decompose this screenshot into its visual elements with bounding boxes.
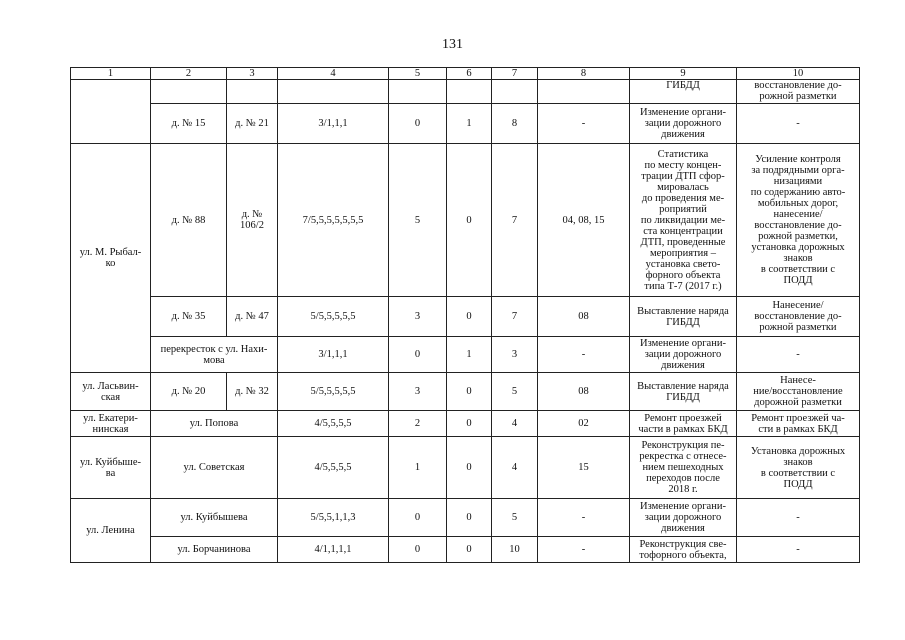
cell [389,80,447,104]
header-cell: 6 [447,68,492,80]
cell: 3/1,1,1 [278,337,389,373]
proposals-cell: - [737,337,860,373]
measures-cell: Изменение органи- зации дорожного движения [630,499,737,537]
cell: 5 [492,499,538,537]
proposals-cell: восстановление до- рожной разметки [737,80,860,104]
measures-cell: Реконструкция све- тофорного объекта, [630,537,737,563]
cell: 4/5,5,5,5 [278,411,389,437]
page-number: 131 [442,37,463,52]
cell: 0 [447,537,492,563]
header-cell: 9 [630,68,737,80]
cell: 5 [389,144,447,297]
cell: 0 [447,437,492,499]
cell: 5/5,5,5,5,5 [278,373,389,411]
cell: 7/5,5,5,5,5,5,5 [278,144,389,297]
cell: - [538,537,630,563]
to-cell: д. № 21 [227,104,278,144]
from-cell: ул. Попова [151,411,278,437]
proposals-cell: - [737,537,860,563]
cell [492,80,538,104]
cell: 1 [389,437,447,499]
measures-cell: Реконструкция пе- рекрестка с отнесе- нием пешеходных переходов после 2018 г. [630,437,737,499]
cell: 8 [492,104,538,144]
to-cell: д. № 47 [227,297,278,337]
cell: 2 [389,411,447,437]
from-cell: ул. Борчанинова [151,537,278,563]
cell: 7 [492,297,538,337]
table-row [71,373,860,411]
table-row [71,297,860,337]
cell: 5 [492,373,538,411]
measures-cell: Выставление наряда ГИБДД [630,373,737,411]
proposals-cell: - [737,499,860,537]
measures-cell: Выставление наряда ГИБДД [630,297,737,337]
cell: 0 [447,411,492,437]
table-row [71,499,860,537]
cell: 0 [389,537,447,563]
from-cell: ул. Куйбышева [151,499,278,537]
measures-cell: ГИБДД [630,80,737,104]
from-cell: д. № 35 [151,297,227,337]
table-row [71,337,860,373]
cell: 0 [447,144,492,297]
cell: 4/5,5,5,5 [278,437,389,499]
cell: 0 [389,104,447,144]
cell: 3 [389,297,447,337]
proposals-cell: Ремонт проезжей ча- сти в рамках БКД [737,411,860,437]
cell [151,80,227,104]
cell: - [538,104,630,144]
cell [227,80,278,104]
cell: 5/5,5,1,1,3 [278,499,389,537]
from-cell: перекресток с ул. Нахи- мова [151,337,278,373]
street-cell: ул. Екатери- нинская [71,411,151,437]
cell: 0 [447,499,492,537]
cell [447,80,492,104]
street-cell: ул. Ласьвин- ская [71,373,151,411]
header-cell: 8 [538,68,630,80]
from-cell: ул. Советская [151,437,278,499]
cell [538,80,630,104]
proposals-cell: - [737,104,860,144]
cell: 15 [538,437,630,499]
header-row [71,68,860,80]
cell: 4 [492,411,538,437]
cell [278,80,389,104]
cell: 0 [389,337,447,373]
table-row [71,104,860,144]
cell: 5/5,5,5,5,5 [278,297,389,337]
header-cell: 4 [278,68,389,80]
cell: 02 [538,411,630,437]
header-cell: 5 [389,68,447,80]
table-row [71,411,860,437]
cell: 7 [492,144,538,297]
header-cell: 7 [492,68,538,80]
header-cell: 1 [71,68,151,80]
cell: 3/1,1,1 [278,104,389,144]
from-cell: д. № 15 [151,104,227,144]
cell: 4/1,1,1,1 [278,537,389,563]
cell: 3 [389,373,447,411]
table-row [71,80,860,104]
header-cell: 3 [227,68,278,80]
cell: 08 [538,373,630,411]
proposals-cell: Нанесение/ восстановление до- рожной разметки [737,297,860,337]
measures-cell: Статистика по месту концен- трации ДТП сфор- мировалась до проведения ме- роприятий по ликвидации ме- ста концентрации ДТП, проведенные мероприятия – установка свето- форного объекта типа Т-7 (2017 г.) [630,144,737,297]
from-cell: д. № 88 [151,144,227,297]
proposals-cell: Нанесе- ние/восстановление дорожной разметки [737,373,860,411]
header-cell: 2 [151,68,227,80]
measures-cell: Ремонт проезжей части в рамках БКД [630,411,737,437]
data-table [70,67,860,563]
cell: - [538,337,630,373]
measures-cell: Изменение органи- зации дорожного движения [630,104,737,144]
proposals-cell: Усиление контроля за подрядными орга- низациями по содержанию авто- мобильных дорог, нанесение/ восстановление до- рожной разметки, установка дорожных знаков в соответствии с ПОДД [737,144,860,297]
cell: - [538,499,630,537]
from-cell: д. № 20 [151,373,227,411]
cell: 0 [389,499,447,537]
table-row [71,144,860,297]
header-cell: 10 [737,68,860,80]
cell: 08 [538,297,630,337]
table-row [71,437,860,499]
table-row [71,537,860,563]
cell: 04, 08, 15 [538,144,630,297]
cell: 10 [492,537,538,563]
measures-cell: Изменение органи- зации дорожного движения [630,337,737,373]
cell: 0 [447,297,492,337]
to-cell: д. № 32 [227,373,278,411]
street-cell: ул. Куйбыше- ва [71,437,151,499]
street-cell [71,80,151,144]
cell: 0 [447,373,492,411]
cell: 1 [447,337,492,373]
street-cell: ул. М. Рыбал- ко [71,144,151,373]
cell: 1 [447,104,492,144]
cell: 3 [492,337,538,373]
street-cell: ул. Ленина [71,499,151,563]
cell: 4 [492,437,538,499]
proposals-cell: Установка дорожных знаков в соответствии с ПОДД [737,437,860,499]
to-cell: д. № 106/2 [227,144,278,297]
